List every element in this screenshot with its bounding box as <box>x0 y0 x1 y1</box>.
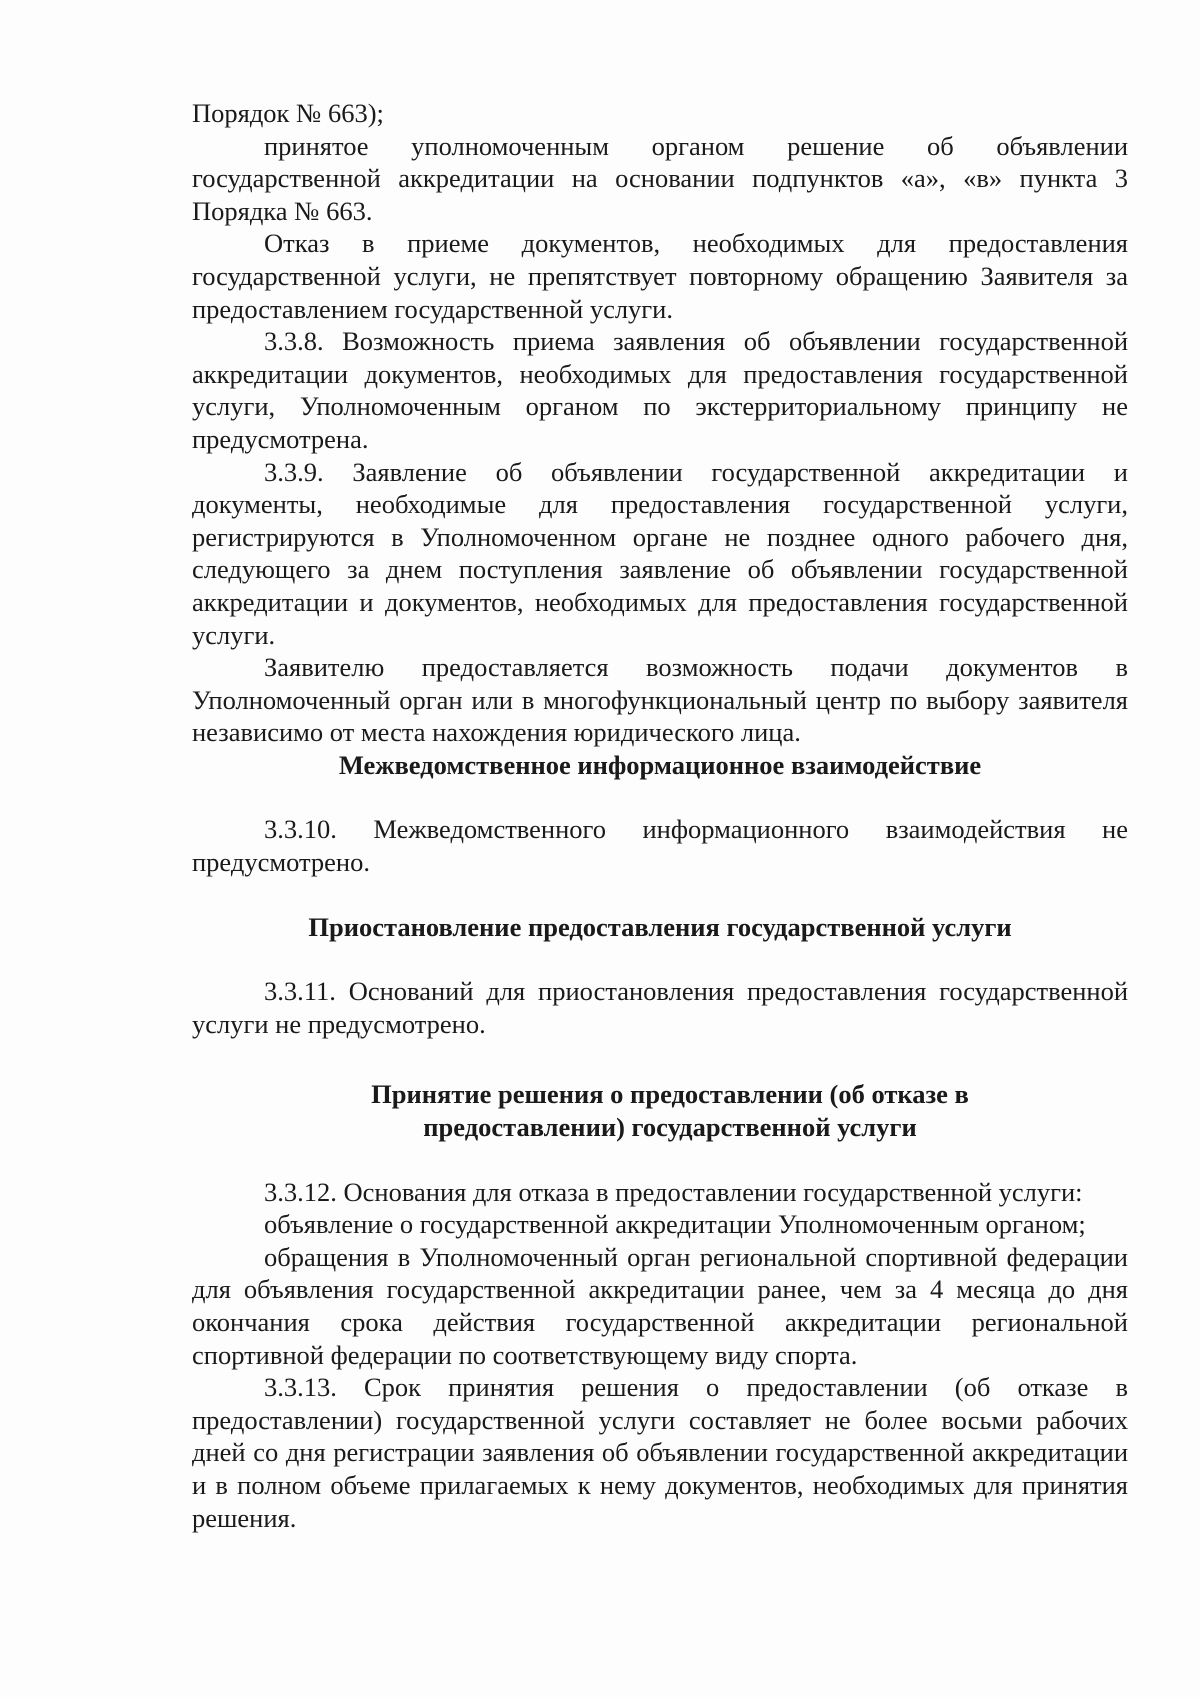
heading-suspension: Приостановление предоставления государственной услуги <box>308 911 1012 942</box>
paragraph-ground-1: объявление о государственной аккредитации Уполномоченным органом; <box>264 1209 1086 1240</box>
paragraph-3-3-8: 3.3.8. Возможность приема заявления об объявлении государственной аккредитации документов, необходимых для предоставления государственной услуги, Уполномоченным органом по экстерриториальному принципу не предусмотрена. <box>192 326 1128 454</box>
heading-interagency: Межведомственное информационное взаимодействие <box>338 749 982 780</box>
heading-decision-line2: предоставлении) государственной услуги <box>423 1112 917 1143</box>
paragraph-applicant: Заявителю предоставляется возможность подачи документов в Уполномоченный орган или в многофункциональный центр по выбору заявителя независимо от места нахождения юридического лица. <box>192 652 1128 748</box>
heading-decision-line1: Принятие решения о предоставлении (об отказе в <box>371 1079 969 1110</box>
paragraph-decision: принятое уполномоченным органом решение об объявлении государственной аккредитации на основании подпунктов «а», «в» пункта 3 Порядка № 663. <box>192 130 1128 226</box>
heading-decision <box>192 1078 1128 1143</box>
paragraph-3-3-13: 3.3.13. Срок принятия решения о предоставлении (об отказе в предоставлении) государственной услуги составляет не более восьми рабочих дней со дня регистрации заявления об объявлении государственной аккредитации и в полном объеме прилагаемых к нему документов, необходимых для принятия решения. <box>192 1372 1128 1533</box>
paragraph-3-3-12: 3.3.12. Основания для отказа в предоставлении государственной услуги: <box>264 1176 1083 1207</box>
paragraph-3-3-10: 3.3.10. Межведомственного информационного взаимодействия не предусмотрено. <box>192 814 1128 878</box>
paragraph-order-ref: Порядок № 663); <box>192 98 384 128</box>
paragraph-refusal: Отказ в приеме документов, необходимых для предоставления государственной услуги, не препятствует повторному обращению Заявителя за предоставлением государственной услуги. <box>192 228 1128 324</box>
document-body <box>192 97 1128 1534</box>
paragraph-3-3-11: 3.3.11. Оснований для приостановления предоставления государственной услуги не предусмотрено. <box>192 976 1128 1039</box>
paragraph-3-3-9: 3.3.9. Заявление об объявлении государственной аккредитации и документы, необходимые для предоставления государственной услуги, регистрируются в Уполномоченном органе не позднее одного рабочего дня, следующего за днем поступления заявление об объявлении государственной аккредитации и документов, необходимых для предоставления государственной услуги. <box>192 456 1128 650</box>
paragraph-ground-2: обращения в Уполномоченный орган региональной спортивной федерации для объявления государственной аккредитации ранее, чем за 4 месяца до дня окончания срока действия государственной аккредитации региональной спортивной федерации по соответствующему виду спорта. <box>192 1241 1128 1370</box>
